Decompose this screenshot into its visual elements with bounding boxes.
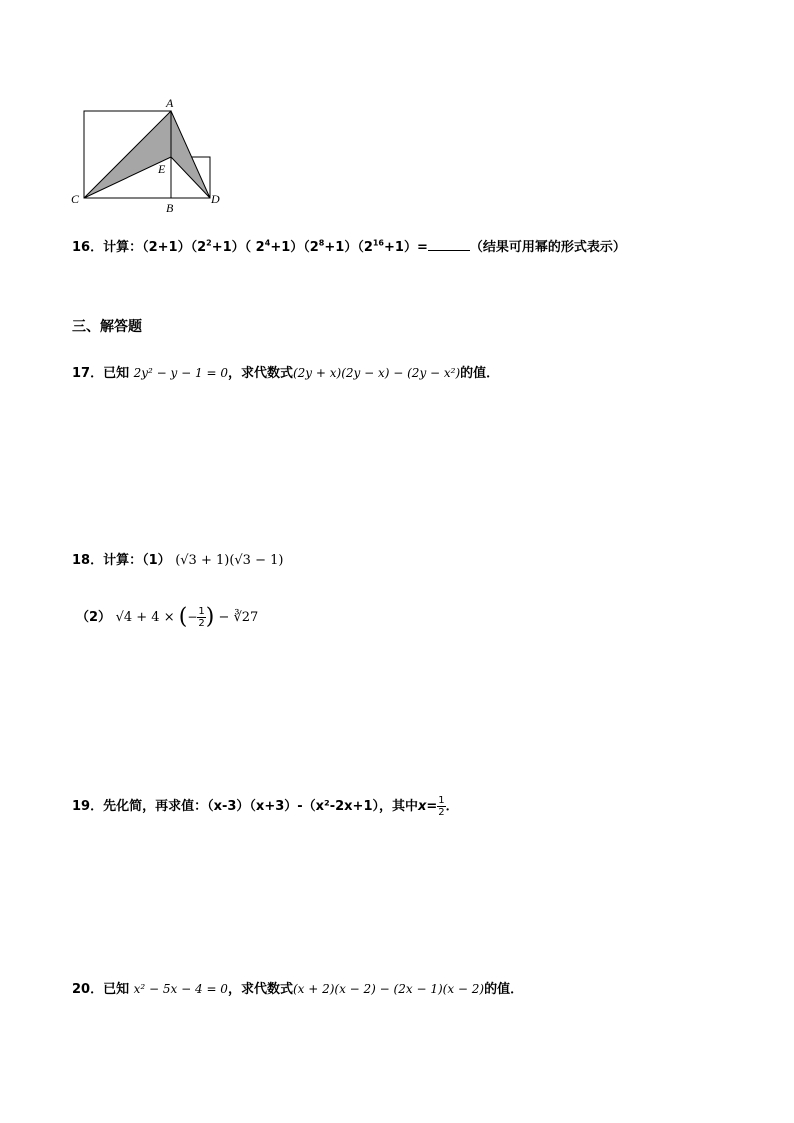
question-19: 19．先化简，再求值：（x-3）（x+3）-（x²-2x+1），其中x= $\frac{1}{2}$ ．: [72, 795, 459, 818]
question-16: 16．计算：$(2+1)(2^2+1)$（ $2^4+1)(2^8+1)(2^{16}+1)=$ （结果可用幂的形式表示）: [72, 238, 626, 255]
q18-number: 18．: [72, 553, 104, 568]
question-18-part2: （2） √4 + 4 × (− $\frac{1}{2}$ ) − ∛27: [76, 604, 259, 630]
q20-condition: x² − 5x − 4 = 0: [133, 982, 228, 996]
q17-number: 17．: [72, 366, 104, 381]
q19-fraction: $\frac{1}{2}$: [438, 795, 445, 818]
question-20: 20．已知 x² − 5x − 4 = 0，求代数式(x + 2)(x − 2) − (2x − 1)(x − 2)的值．: [72, 982, 524, 997]
section-heading: 三、解答题: [72, 319, 142, 335]
label-e: E: [158, 162, 166, 176]
question-17: 17．已知 2y² − y − 1 = 0，求代数式(2y + x)(2y − x) − (2y − x²)的值．: [72, 366, 500, 381]
q19-expression: （x-3）（x+3）-（x²-2x+1），其中: [207, 799, 418, 814]
label-a: A: [166, 96, 174, 110]
label-c: C: [71, 192, 80, 206]
q20-number: 20．: [72, 982, 104, 997]
label-b: B: [166, 201, 174, 215]
q17-expression: (2y + x)(2y − x) − (2y − x²): [292, 366, 461, 380]
q20-expression: (x + 2)(x − 2) − (2x − 1)(x − 2): [292, 982, 485, 996]
q16-lead: 计算：: [103, 240, 143, 255]
q19-number: 19．: [72, 799, 104, 814]
geometry-figure: [66, 94, 226, 216]
label-d: D: [211, 192, 220, 206]
q17-condition: 2y² − y − 1 = 0: [133, 366, 228, 380]
shaded-region: [84, 111, 210, 198]
q18-part1-expression: (√3 + 1)(√3 − 1): [175, 553, 284, 568]
q18-fraction: $\frac{1}{2}$: [198, 606, 205, 629]
question-18: 18．计算：（1） (√3 + 1)(√3 − 1): [72, 553, 284, 568]
answer-blank[interactable]: [428, 238, 470, 251]
q16-suffix: （结果可用幂的形式表示）: [469, 240, 626, 255]
q16-number: 16．: [72, 240, 104, 255]
